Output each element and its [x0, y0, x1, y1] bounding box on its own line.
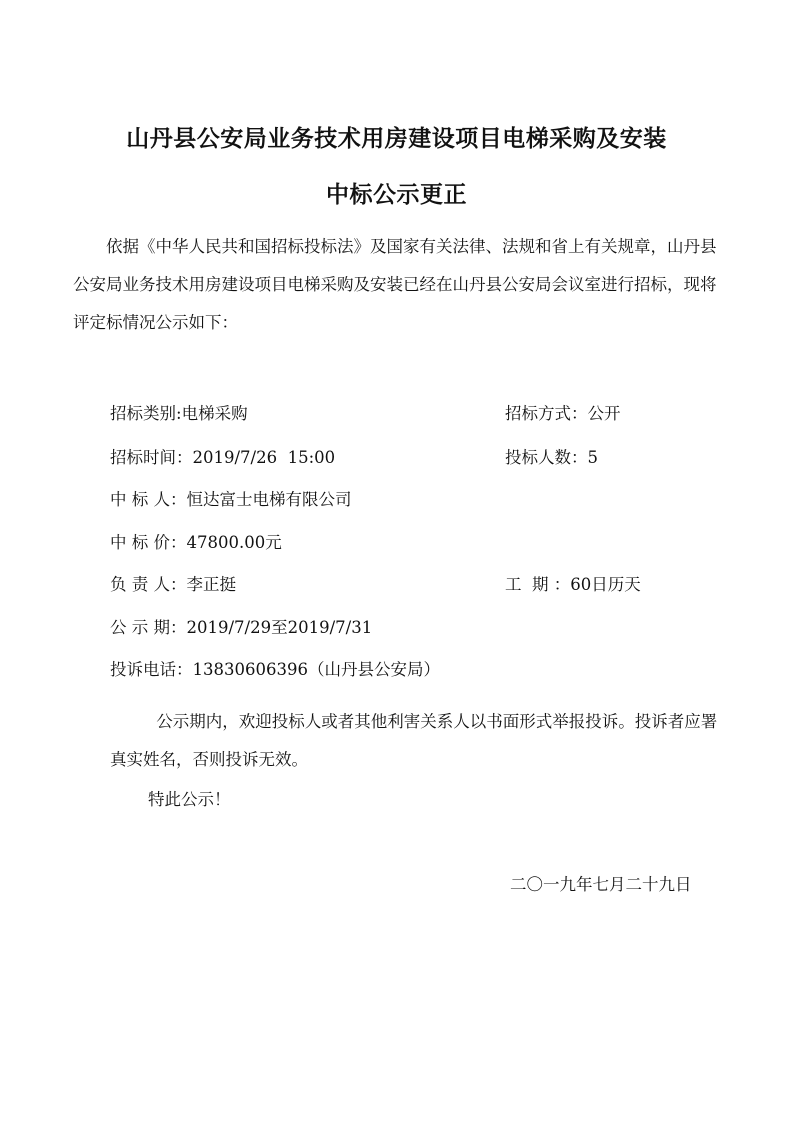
field-category-value: 电梯采购	[181, 404, 248, 423]
field-category	[110, 403, 248, 425]
field-time-label: 招标时间：	[110, 448, 193, 467]
field-phone-value: 13830606396（山丹县公安局）	[192, 660, 440, 679]
complaint-paragraph: 公示期内，欢迎投标人或者其他利害关系人以书面形式举报投诉。投诉者应署真实姓名，否则投诉无效。	[110, 712, 718, 769]
field-period	[505, 574, 641, 596]
field-bidders-value: 5	[587, 448, 598, 467]
field-winner-value: 恒达富士电梯有限公司	[186, 490, 352, 509]
field-method-value: 公开	[587, 404, 621, 423]
field-person	[110, 574, 236, 596]
field-notice-period-value: 2019/7/29至2019/7/31	[186, 618, 373, 637]
field-method	[505, 403, 621, 425]
field-price	[110, 532, 282, 554]
notice-title-line2: 中标公示更正	[326, 182, 467, 208]
field-notice-period	[110, 617, 372, 639]
field-category-label: 招标类别:	[110, 404, 182, 423]
field-period-value: 60日历天	[570, 575, 641, 594]
field-person-label: 负 责 人：	[110, 575, 187, 594]
field-time-value: 2019/7/26 15:00	[192, 448, 336, 467]
field-bidders-label: 投标人数：	[505, 448, 588, 467]
field-price-label: 中 标 价：	[110, 533, 187, 552]
field-winner-label: 中 标 人：	[110, 490, 187, 509]
closing-text: 特此公示！	[148, 790, 231, 809]
field-method-label: 招标方式：	[505, 404, 588, 423]
field-time	[110, 447, 335, 469]
field-price-value: 47800.00元	[186, 533, 282, 552]
field-notice-period-label: 公 示 期：	[110, 618, 187, 637]
signature-date: 二〇一九年七月二十九日	[510, 875, 692, 894]
field-period-label: 工 期 ：	[505, 575, 571, 594]
field-bidders	[505, 447, 598, 469]
field-person-value: 李正挺	[186, 575, 236, 594]
field-winner	[110, 489, 352, 511]
intro-paragraph: 依据《中华人民共和国招标投标法》及国家有关法律、法规和省上有关规章，山丹县公安局业务技术用房建设项目电梯采购及安装已经在山丹县公安局会议室进行招标，现将评定标情况公示如下：	[73, 237, 717, 332]
field-phone-label: 投诉电话：	[110, 660, 193, 679]
field-phone	[110, 659, 440, 681]
notice-title-line1: 山丹县公安局业务技术用房建设项目电梯采购及安装	[126, 126, 667, 152]
